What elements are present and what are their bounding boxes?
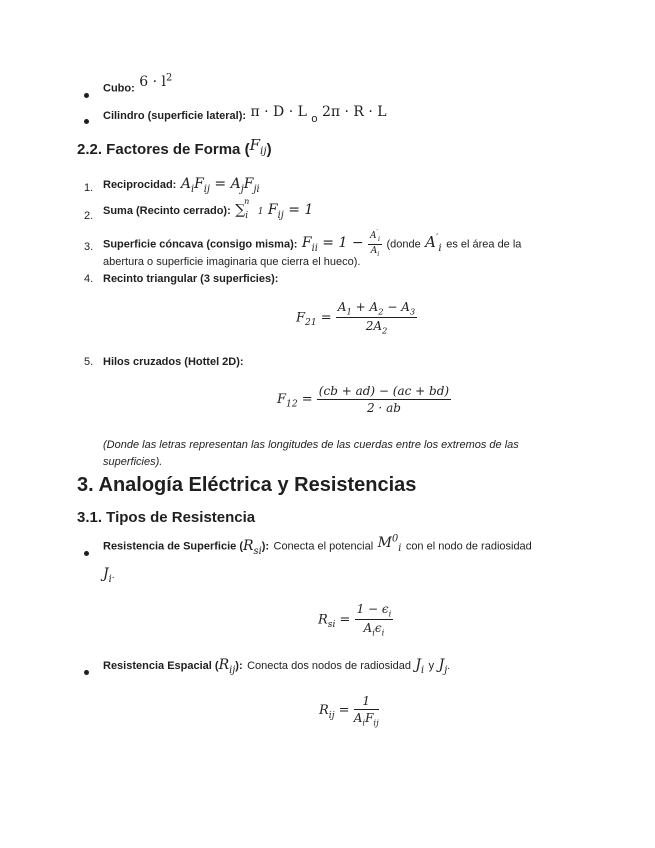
list-item-cilindro	[103, 106, 387, 124]
space-and: y	[428, 660, 435, 672]
surface-label: Resistencia de Superficie (	[103, 540, 243, 553]
hottel-formula: $F_{12}$ = $\frac{(cb + ad) - (ac + bd)}{2 \cdot ab}$	[277, 384, 450, 415]
bullet	[84, 119, 89, 124]
item-label: Hilos cruzados (Hottel 2D):	[103, 356, 244, 368]
surface-resistance-formula: $R_{si}$ = $\frac{1 - \epsilon_i}{A_i\epsilon_i}$	[318, 602, 392, 638]
bullet	[84, 670, 89, 675]
cilindro-or: o	[311, 113, 318, 125]
triangular-formula: $F_{21}$ = $\frac{A_1 + A_2 - A_3}{2A_2}$	[296, 300, 416, 336]
space-text: Conecta dos nodos de radiosidad	[247, 660, 411, 672]
list-item-surface-resistance: Resistencia de Superficie $(R_{si})$: Conecta el potencial $M^0_i$ con el nodo de radiosidad	[103, 533, 532, 557]
item-label: Reciprocidad:	[103, 179, 177, 191]
surface-text-b: con el nodo de radiosidad	[405, 540, 532, 553]
item-number: 2.	[84, 210, 94, 222]
bullet	[84, 551, 89, 556]
item-label: Recinto triangular (3 superficies):	[103, 273, 279, 285]
list-item-space-resistance: Resistencia Espacial $(R_{ij})$: Conecta dos nodos de radiosidad $J_i$ y $J_j$.	[103, 657, 451, 676]
space-resistance-formula: $R_{ij}$ = $\frac{1}{A_iF_{ij}}$	[319, 694, 379, 728]
space-label: Resistencia Espacial (	[103, 660, 219, 672]
cubo-label: Cubo:	[103, 82, 135, 95]
concave-symbol: $A'_i$	[425, 232, 442, 255]
section-3-1-heading: 3.1. Tipos de Resistencia	[77, 509, 256, 526]
list-item-suma	[103, 197, 314, 221]
cubo-formula: $6 \cdot l^2$	[139, 72, 173, 90]
concave-paren: (donde	[386, 238, 421, 251]
concave-formula: $F_{ii} = 1$ − $\frac{A'_i}{A_i}$	[301, 229, 380, 258]
radiosity-i-symbol: $J_i$	[415, 657, 425, 676]
hottel-note: (Donde las letras representan las longitudes de las cuerdas entre los extremos de las superficies).	[103, 439, 519, 468]
cilindro-label: Cilindro (superficie lateral):	[103, 110, 247, 122]
list-item-concava	[103, 229, 521, 258]
surface-text-a: Conecta el potencial	[273, 540, 374, 553]
concave-desc-b: abertura o superficie imaginaria que cierra el hueco).	[103, 256, 361, 268]
item-label: Superficie cóncava (consigo misma):	[103, 238, 298, 251]
surface-symbol: $R_{si}$	[243, 537, 262, 557]
space-symbol: $R_{ij}$	[218, 657, 236, 676]
bullet	[84, 93, 89, 98]
item-number: 1.	[84, 182, 94, 194]
reciprocity-formula: $A_iF_{ij} = A_jF_{ji}$	[180, 176, 260, 195]
item-label: Suma (Recinto cerrado):	[103, 205, 231, 217]
radiosity-j-symbol: $J_j$.	[438, 657, 451, 676]
cilindro-formula-b: 2π · R · L	[321, 104, 387, 120]
sum-formula: $\sum_i^n$ 1 $F_{ij} = 1$	[235, 197, 314, 221]
item-number: 3.	[84, 241, 94, 253]
radiosity-symbol: $J_i$.	[103, 566, 115, 585]
item-number: 5.	[84, 356, 94, 368]
item-number: 4.	[84, 273, 94, 285]
cilindro-formula-a: π · D · L	[250, 104, 307, 120]
list-item-cubo	[103, 72, 173, 97]
concave-desc-a: es el área de la	[446, 238, 522, 251]
list-item-reciprocidad	[103, 175, 260, 195]
section-3-heading: 3. Analogía Eléctrica y Resistencias	[77, 474, 417, 496]
section-2-2-heading: 2.2. Factores de Forma $(F_{ij})$	[77, 136, 272, 158]
emissive-power-symbol: $M^0_i$	[377, 533, 402, 554]
